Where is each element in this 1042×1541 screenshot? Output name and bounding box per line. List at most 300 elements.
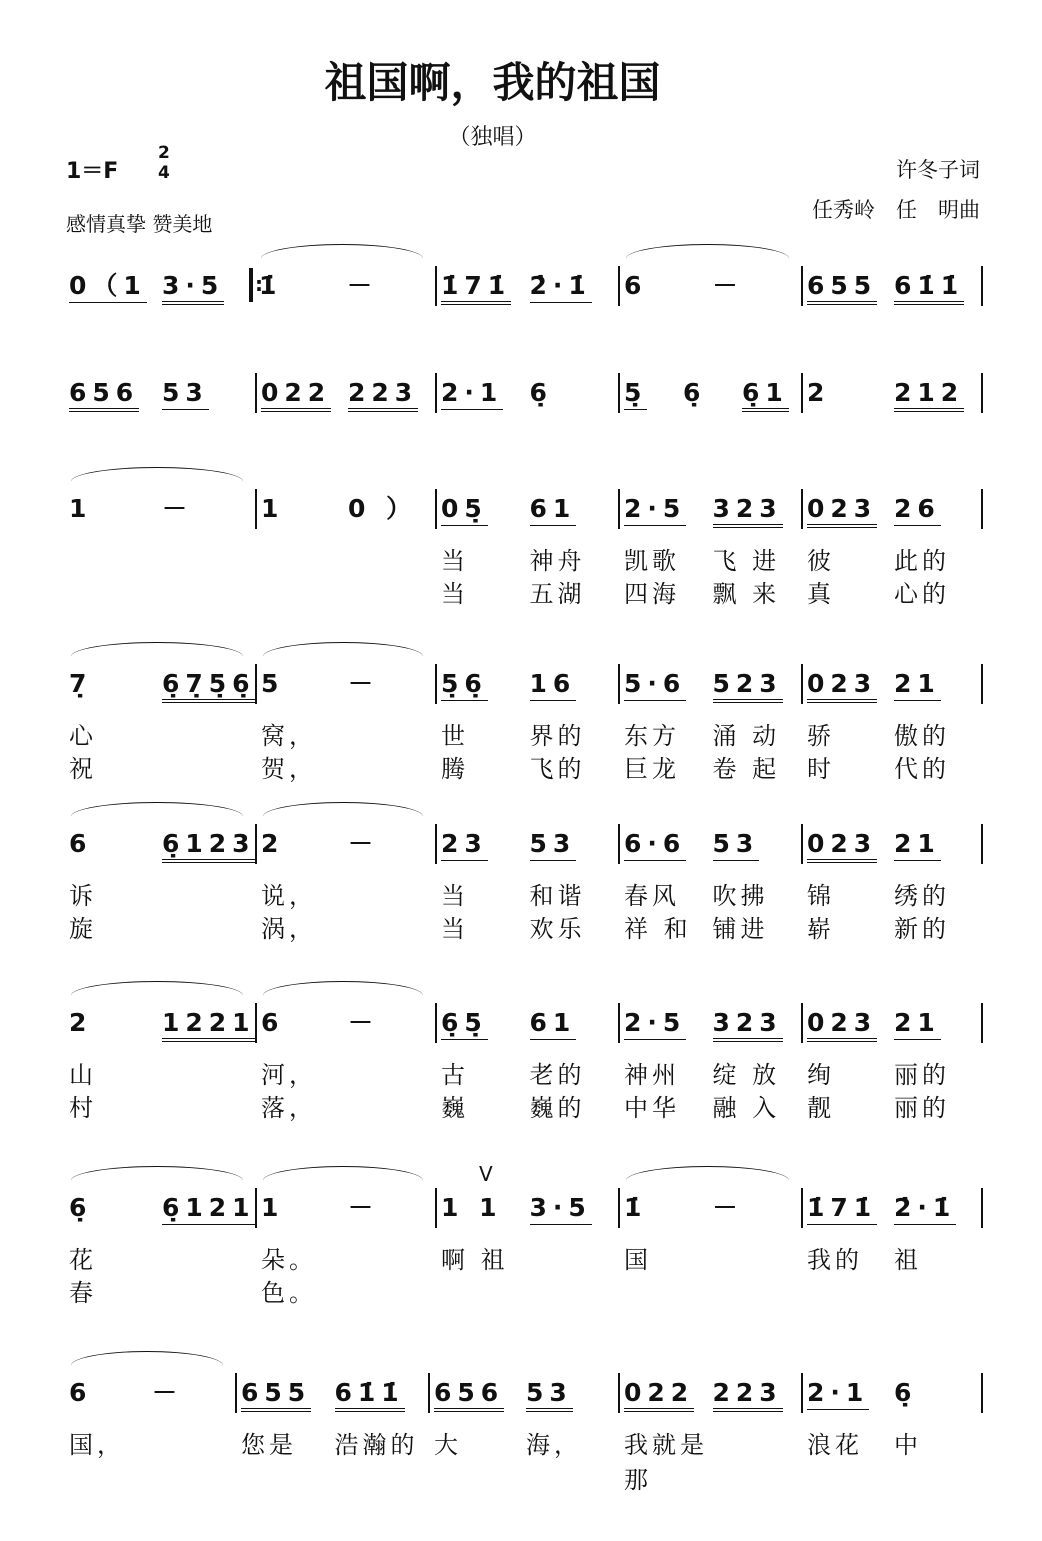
lyric-verse-2: 巍的	[529, 1094, 586, 1122]
beat	[441, 489, 530, 608]
note-group: －	[348, 669, 380, 698]
note-group: －	[348, 1008, 380, 1037]
notes-line	[65, 266, 985, 306]
lyric-verse-1: 当	[441, 547, 469, 575]
time-signature	[158, 143, 170, 183]
lyric-verse-1: 锦	[807, 882, 835, 910]
note-group: －	[152, 1378, 184, 1407]
lyric-verse-1: 花	[69, 1246, 97, 1274]
beat	[348, 373, 435, 413]
beat	[807, 1373, 894, 1459]
lyric-verse-2: 靓	[807, 1094, 835, 1122]
lyric-verse-2: 融 入	[712, 1094, 781, 1122]
note-group: 61	[530, 1009, 577, 1040]
lyric-verse-1: 海，	[526, 1431, 582, 1459]
lyric-verse-1: 中	[894, 1431, 922, 1459]
lyric-verse-2: 贺，	[261, 755, 317, 783]
lyric-verse-1: 说，	[261, 882, 317, 910]
beat	[894, 824, 981, 943]
measure	[437, 1162, 620, 1274]
beat	[712, 489, 802, 608]
lyric-verse-2: 春	[69, 1279, 97, 1307]
performance-type: （独唱）	[448, 125, 537, 150]
lyric-verse-2: 祥 和	[624, 915, 692, 943]
note-group: 023	[807, 670, 877, 703]
beat	[529, 824, 619, 943]
beat	[807, 824, 894, 943]
lyric-verse-2: 崭	[807, 915, 835, 943]
beat	[162, 664, 255, 704]
lyric-verse-2: 当	[441, 580, 469, 608]
lyric-verse-2: 飘 来	[712, 580, 781, 608]
measure	[257, 664, 437, 783]
note-group: 23	[441, 830, 488, 861]
note-group: 223	[713, 1379, 783, 1412]
beat	[441, 824, 530, 943]
note-group: 655	[807, 272, 877, 305]
lyric-verse-2: 村	[69, 1094, 97, 1122]
measure	[620, 266, 803, 306]
lyric-verse-1: 界的	[529, 722, 586, 750]
beat	[529, 489, 619, 608]
note-group: －	[712, 271, 744, 300]
measure	[255, 266, 437, 306]
lyric-verse-1: 彼	[807, 547, 835, 575]
beat	[807, 373, 894, 413]
lyric-verse-1: 心	[69, 722, 97, 750]
note-group: 223	[348, 379, 418, 412]
lyric-verse-2: 丽的	[894, 1094, 950, 1122]
note-group: 1 1	[441, 1193, 503, 1222]
measure	[620, 824, 803, 943]
measure	[65, 1188, 257, 1307]
measure	[803, 489, 983, 608]
beat	[807, 664, 894, 783]
lyric-verse-2: 巨龙	[624, 755, 680, 783]
beat	[434, 1373, 526, 1459]
score-row	[65, 824, 985, 944]
lyric-verse-1: 涌 动	[712, 722, 781, 750]
note-group: 656	[434, 1379, 504, 1412]
lyric-verse-2: 卷 起	[712, 755, 781, 783]
note-group: －	[347, 271, 379, 300]
note-group: 1	[69, 494, 93, 523]
note-group: 21	[894, 670, 941, 701]
lyric-verse-2: 中华	[624, 1094, 680, 1122]
note-group: 0（1	[69, 272, 147, 303]
note-group: 5̣	[624, 379, 647, 410]
note-group: 21	[894, 830, 941, 861]
lyric-verse-2: 真	[807, 580, 835, 608]
note-group: －	[162, 494, 194, 523]
beat	[441, 373, 530, 413]
measure	[620, 489, 803, 608]
measure	[803, 373, 983, 413]
lyric-verse-1: 和谐	[529, 882, 586, 910]
song-title: 祖国啊，我的祖国	[324, 58, 661, 107]
note-group: 2	[261, 829, 285, 858]
measure	[620, 373, 803, 413]
lyric-verse-1: 飞 进	[712, 547, 781, 575]
note-group: 6	[69, 1378, 93, 1407]
lyric-verse-2: 心的	[894, 580, 950, 608]
lyric-verse-1: 当	[441, 882, 469, 910]
note-group: 6̣	[69, 1193, 93, 1222]
note-group: 61	[530, 495, 577, 526]
lyric-verse-2: 涡，	[261, 915, 317, 943]
lyric-verse-2: 巍	[441, 1094, 469, 1122]
lyric-verse-1: 世	[441, 722, 469, 750]
lyric-verse-1: 老的	[529, 1061, 586, 1089]
lyric-verse-1: 啊 祖	[441, 1246, 509, 1274]
note-group: 656	[69, 379, 139, 412]
note-group: 3·5	[162, 272, 224, 305]
beat	[259, 266, 347, 306]
note-group: 21	[894, 1009, 941, 1040]
note-group: 1̇	[259, 271, 283, 300]
note-group: 6̣	[894, 1378, 918, 1407]
lyric-verse-1: 我的	[807, 1246, 863, 1274]
measure	[437, 489, 620, 608]
lyric-verse-2: 时	[807, 755, 835, 783]
beat	[624, 266, 713, 306]
note-group: 1221	[162, 1009, 256, 1042]
lyric-verse-1: 东方	[624, 722, 680, 750]
beat	[69, 1188, 162, 1307]
measure	[620, 664, 803, 783]
beat	[69, 373, 162, 413]
beat	[624, 664, 713, 783]
lyric-verse-2: 当	[441, 915, 469, 943]
lyric-verse-1: 河，	[261, 1061, 317, 1089]
measure	[65, 1003, 257, 1122]
measure	[803, 664, 983, 783]
beat	[348, 824, 435, 864]
beat	[712, 1003, 802, 1122]
note-group: 53	[713, 830, 760, 861]
note-group: 323	[713, 495, 783, 528]
beat	[807, 266, 894, 306]
beat	[894, 1003, 981, 1122]
beat	[526, 1373, 618, 1459]
beat	[624, 1003, 713, 1122]
measure	[430, 1373, 620, 1459]
beat	[441, 1188, 530, 1274]
note-group: 53	[530, 830, 577, 861]
breath-mark: V	[479, 1162, 493, 1186]
beat	[529, 664, 619, 783]
note-group: 6̣123	[162, 830, 256, 863]
measure	[803, 1373, 983, 1459]
measure	[65, 664, 257, 783]
notes-line	[65, 489, 985, 608]
note-group: 6	[624, 271, 648, 300]
measure	[257, 489, 437, 529]
note-group: 6	[69, 829, 93, 858]
beat	[530, 266, 619, 306]
note-group: 6̣	[529, 378, 553, 407]
beat	[162, 489, 255, 529]
beat	[712, 824, 802, 943]
score-row	[65, 1003, 985, 1123]
measure	[65, 266, 255, 306]
beat	[69, 266, 162, 306]
measure	[237, 1373, 430, 1459]
beat	[713, 266, 802, 306]
note-group: 2	[807, 378, 831, 407]
score-row	[65, 489, 985, 609]
key-signature: 1＝F	[66, 159, 119, 184]
beat	[261, 664, 348, 783]
measure	[437, 373, 620, 413]
lyric-verse-1: 祖	[894, 1246, 922, 1274]
lyric-verse-2: 祝	[69, 755, 97, 783]
lyric-verse-1: 国	[624, 1246, 652, 1274]
beat	[530, 1188, 619, 1228]
tempo-marking: 感情真挚 赞美地	[66, 212, 213, 236]
notes-line	[65, 373, 985, 413]
measure	[257, 373, 437, 413]
lyric-verse-2: 五湖	[529, 580, 586, 608]
beat	[334, 1373, 429, 1459]
beat	[348, 664, 435, 704]
measure	[803, 824, 983, 943]
beat	[624, 489, 713, 608]
note-group: 1̇71̇	[441, 272, 511, 305]
beat	[712, 664, 802, 783]
lyric-verse-1: 窝，	[261, 722, 317, 750]
lyric-verse-1: 国，	[69, 1431, 125, 1459]
note-group: 2	[69, 1008, 93, 1037]
note-group: 023	[807, 830, 877, 863]
note-group: 5·6	[624, 670, 686, 701]
beat	[894, 266, 981, 306]
beat	[347, 266, 435, 306]
lyric-verse-2: 飞的	[529, 755, 586, 783]
beat	[807, 1188, 894, 1274]
measure	[803, 1003, 983, 1122]
note-group: 323	[713, 1009, 783, 1042]
lyric-verse-1: 凯歌	[624, 547, 680, 575]
lyric-verse-1: 浩瀚的	[334, 1431, 419, 1459]
score-row	[65, 1373, 985, 1493]
note-group: 5̣6̣	[441, 670, 488, 701]
note-group: 1̇71̇	[807, 1194, 877, 1225]
score-row	[65, 266, 985, 386]
beat	[713, 1373, 802, 1413]
note-group: 1	[261, 1193, 285, 1222]
beat	[152, 1373, 235, 1413]
note-group: 6̣	[683, 378, 707, 407]
note-group: 61̇1̇	[894, 272, 964, 305]
lyric-verse-1: 大	[434, 1431, 462, 1459]
lyric-verse-1: 古	[441, 1061, 469, 1089]
lyric-verse-1: 诉	[69, 882, 97, 910]
notes-line	[65, 1373, 985, 1494]
lyric-verse-1: 浪花	[807, 1431, 863, 1459]
lyric-verse-1: 傲的	[894, 722, 950, 750]
beat	[69, 664, 162, 783]
beat	[261, 1188, 348, 1307]
beat	[894, 373, 981, 413]
note-group: 6̣121	[162, 1194, 256, 1225]
measure	[620, 1003, 803, 1122]
lyric-verse-1: 绚	[807, 1061, 835, 1089]
beat	[441, 1003, 530, 1122]
beat	[624, 1373, 713, 1494]
note-group: 53	[162, 379, 209, 410]
note-group: 2·1	[807, 1379, 869, 1410]
note-group: 16	[530, 670, 577, 701]
note-group: －	[348, 829, 380, 858]
note-group: －	[348, 1193, 380, 1222]
note-group: 022	[624, 1379, 694, 1412]
note-group: 6̣7̣5̣6̣	[162, 670, 256, 703]
lyric-verse-2: 铺进	[712, 915, 769, 943]
notes-line	[65, 1162, 985, 1307]
beat	[441, 664, 530, 783]
beat	[69, 489, 162, 529]
beat	[261, 1003, 348, 1122]
note-group: 6̣5̣	[441, 1009, 488, 1040]
note-group: 212	[894, 379, 964, 412]
beat	[69, 824, 162, 943]
beat	[742, 373, 801, 413]
note-group: 5	[261, 669, 285, 698]
time-signature-bottom: 4	[158, 163, 170, 183]
measure	[65, 1373, 237, 1459]
beat	[441, 266, 530, 306]
measure	[437, 824, 620, 943]
lyric-verse-1: 神州	[624, 1061, 680, 1089]
beat	[348, 1003, 435, 1043]
lyric-verse-1: 您是	[241, 1431, 297, 1459]
measure	[803, 266, 983, 306]
score-row	[65, 1162, 985, 1308]
note-group: 61̇1̇	[335, 1379, 405, 1412]
lyric-verse-2: 欢乐	[529, 915, 586, 943]
measure	[65, 489, 257, 529]
note-group: 53	[526, 1379, 573, 1412]
beat	[162, 1003, 255, 1043]
lyric-verse-1: 此的	[894, 547, 950, 575]
note-group: 2·1	[441, 379, 503, 410]
lyric-verse-1: 绽 放	[712, 1061, 781, 1089]
note-group: 1	[261, 494, 285, 523]
beat	[713, 1188, 802, 1228]
beat	[894, 1188, 981, 1274]
note-group: －	[712, 1193, 744, 1222]
lyric-verse-1: 骄	[807, 722, 835, 750]
measure	[65, 824, 257, 943]
beat	[261, 824, 348, 943]
note-group: 655	[241, 1379, 311, 1412]
beat	[261, 489, 348, 529]
measure	[437, 266, 620, 306]
notes-line	[65, 664, 985, 783]
beat	[348, 1188, 435, 1228]
measure	[620, 1188, 803, 1274]
lyricist-credit: 许冬子词	[896, 158, 980, 182]
note-group: 2·5	[624, 495, 686, 526]
beat	[807, 1003, 894, 1122]
beat	[529, 1003, 619, 1122]
note-group: 2·5	[624, 1009, 686, 1040]
note-group: 3·5	[530, 1194, 592, 1225]
beat	[261, 373, 348, 413]
measure	[257, 1188, 437, 1307]
lyric-verse-1: 绣的	[894, 882, 950, 910]
composer-credit: 任秀岭 任 明曲	[812, 198, 980, 222]
beat	[683, 373, 742, 413]
beat	[69, 1373, 152, 1459]
note-group: 023	[807, 1009, 877, 1042]
note-group: 1̇	[624, 1193, 648, 1222]
lyric-verse-2: 腾	[441, 755, 469, 783]
measure	[257, 1003, 437, 1122]
note-group: 2̇·1̇	[894, 1194, 956, 1225]
note-group: 0 ）	[348, 494, 418, 523]
note-group: 023	[807, 495, 877, 528]
beat	[69, 1003, 162, 1122]
lyric-verse-1: 神舟	[529, 547, 586, 575]
lyric-verse-1: 我就是那	[624, 1431, 708, 1494]
beat	[894, 664, 981, 783]
lyric-verse-1: 山	[69, 1061, 97, 1089]
beat	[624, 1188, 713, 1274]
beat	[348, 489, 435, 529]
measure	[257, 824, 437, 943]
measure	[620, 1373, 803, 1494]
beat	[162, 824, 255, 864]
lyric-verse-2: 四海	[624, 580, 680, 608]
lyric-verse-1: 春风	[624, 882, 680, 910]
lyric-verse-2: 旋	[69, 915, 97, 943]
measure	[437, 664, 620, 783]
beat	[894, 489, 981, 608]
lyric-verse-2: 新的	[894, 915, 950, 943]
beat	[807, 489, 894, 608]
score-row	[65, 664, 985, 784]
time-signature-top: 2	[158, 143, 170, 163]
note-group: 523	[713, 670, 783, 703]
lyric-verse-2: 落，	[261, 1094, 317, 1122]
note-group: 7̣	[69, 669, 93, 698]
beat	[162, 1188, 255, 1228]
beat	[894, 1373, 981, 1459]
beat	[241, 1373, 335, 1459]
lyric-verse-2: 代的	[894, 755, 950, 783]
beat	[624, 373, 683, 413]
beat	[162, 373, 255, 413]
measure	[437, 1003, 620, 1122]
measure	[803, 1188, 983, 1274]
measure	[65, 373, 257, 413]
note-group: 6̣1	[742, 379, 789, 412]
lyric-verse-1: 丽的	[894, 1061, 950, 1089]
lyric-verse-1: 朵。	[261, 1246, 317, 1274]
note-group: 05̣	[441, 495, 488, 526]
note-group: 6	[261, 1008, 285, 1037]
note-group: 26	[894, 495, 941, 526]
lyric-verse-1: 吹拂	[712, 882, 769, 910]
beat	[530, 373, 619, 413]
note-group: 6·6	[624, 830, 686, 861]
lyric-verse-2: 色。	[261, 1279, 317, 1307]
notes-line	[65, 1003, 985, 1122]
note-group: 2̇·1̇	[530, 272, 592, 303]
note-group: 022	[261, 379, 331, 412]
